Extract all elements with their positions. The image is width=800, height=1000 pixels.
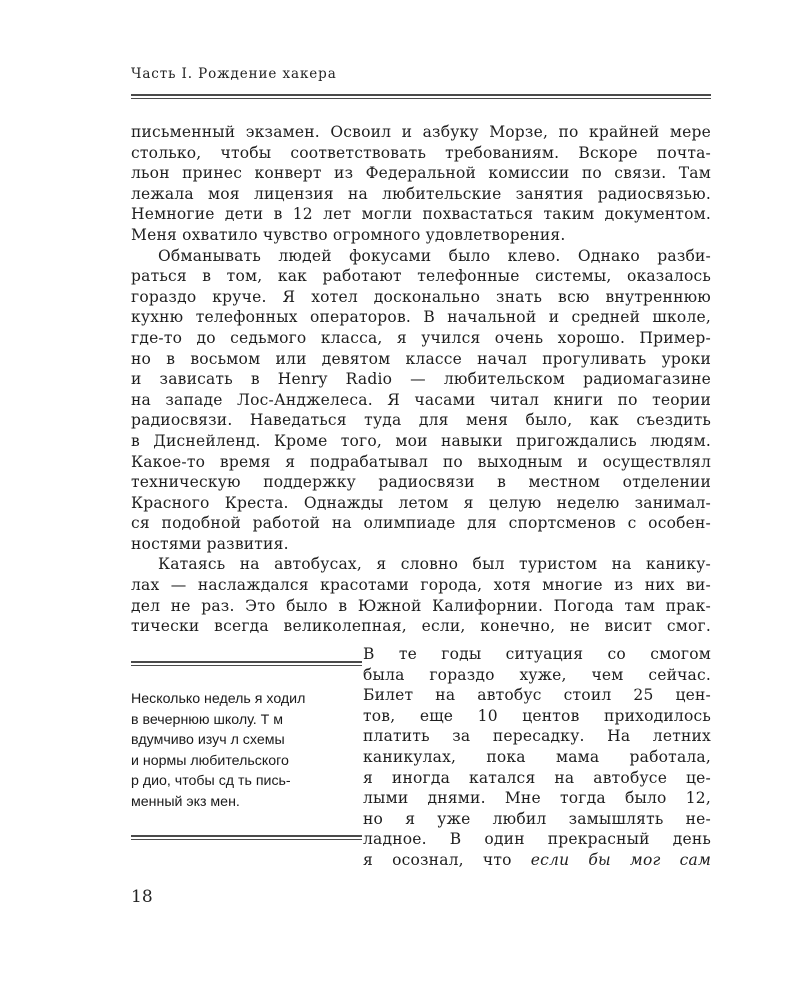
text-line: столько, чтобы соответствовать требованиям. Вскоре почта- [131, 143, 711, 162]
pull-quote-line: Несколько недель я ходил [131, 691, 306, 707]
text-line: дел не раз. Это было в Южной Калифорнии. Погода там прак- [131, 596, 711, 615]
text-line: и зависать в Henry Radio — любительском радиомагазине [131, 370, 711, 389]
main-text [131, 122, 711, 637]
pull-quote-line: р дио, чтобы сд ть пись- [131, 773, 291, 790]
text-line: техническую поддержку радиосвязи в местном отделении [131, 473, 711, 492]
narrow-column-text [363, 644, 711, 871]
pull-quote-line: в вечернюю школу. Т м [131, 711, 284, 728]
text-prefix: я осознал, что [363, 850, 531, 869]
text-line-last [363, 850, 711, 871]
text-line: раться в том, как работают телефонные системы, оказалось [131, 267, 711, 286]
text-line: гораздо круче. Я хотел досконально знать всю внутреннюю [131, 287, 711, 306]
running-header: Часть I. Рождение хакера [131, 66, 337, 82]
text-line: ладное. В один прекрасный день [363, 830, 711, 849]
page-number: 18 [131, 887, 153, 907]
text-line: Красного Креста. Однажды летом я целую неделю занимал- [131, 493, 711, 512]
text-line: Какое-то время я подрабатывал по выходным и осуществлял [131, 452, 711, 471]
text-line: лах — наслаждался красотами города, хотя многие из них ви- [131, 576, 711, 595]
text-line: но я уже любил замышлять не- [363, 809, 711, 828]
text-line: кухню телефонных операторов. В начальной и средней школе, [131, 308, 711, 327]
sidebar-rule-bottom [131, 835, 362, 840]
text-line: письменный экзамен. Освоил и азбуку Морзе, по крайней мере [131, 123, 711, 141]
text-line: Меня охватило чувство огромного удовлетворения. [131, 225, 566, 244]
text-line: лежала моя лицензия на любительские занятия радиосвязью. [131, 184, 711, 203]
text-line: на западе Лос-Анджелеса. Я часами читал книги по теории [131, 390, 711, 409]
sidebar-rule-top [131, 661, 362, 666]
text-line: я иногда катался на автобусе це- [363, 768, 711, 787]
header-rule [131, 94, 711, 99]
text-line: но в восьмом или девятом классе начал прогуливать уроки [131, 349, 711, 368]
text-line: В те годы ситуация со смогом [363, 645, 711, 663]
italic-phrase: если бы мог сам [530, 850, 711, 869]
text-line: тов, еще 10 центов приходилось [363, 706, 711, 725]
text-line: каникулах, пока мама работала, [363, 747, 711, 766]
text-line: Билет на автобус стоил 25 цен- [363, 686, 711, 705]
pull-quote-line: и нормы любительского [131, 752, 289, 769]
text-line: льон принес конверт из Федеральной комиссии по связи. Там [131, 164, 711, 183]
pull-quote [131, 689, 363, 813]
text-line: где-то до седьмого класса, я учился очень хорошо. Пример- [131, 328, 711, 347]
pull-quote-line: менный экз мен. [131, 793, 240, 810]
text-line: ностями развития. [131, 534, 289, 553]
text-line: лыми днями. Мне тогда было 12, [363, 789, 711, 808]
text-line: была гораздо хуже, чем сейчас. [363, 665, 711, 684]
text-line: радиосвязи. Наведаться туда для меня было, как съездить [131, 411, 711, 430]
text-line: тически всегда великолепная, если, конечно, не висит смог. [131, 617, 711, 636]
text-line: Обманывать людей фокусами было клево. Однако разби- [158, 246, 711, 265]
text-line: ся подобной работой на олимпиаде для спортсменов с особен- [131, 514, 711, 533]
pull-quote-line: вдумчиво изуч л схемы [131, 732, 285, 749]
text-line: Немногие дети в 12 лет могли похвастаться таким документом. [131, 205, 711, 224]
text-line: платить за пересадку. На летних [363, 727, 711, 746]
text-line: Катаясь на автобусах, я словно был туристом на канику- [158, 555, 711, 574]
text-line: в Диснейленд. Кроме того, мои навыки пригождались людям. [131, 431, 711, 450]
